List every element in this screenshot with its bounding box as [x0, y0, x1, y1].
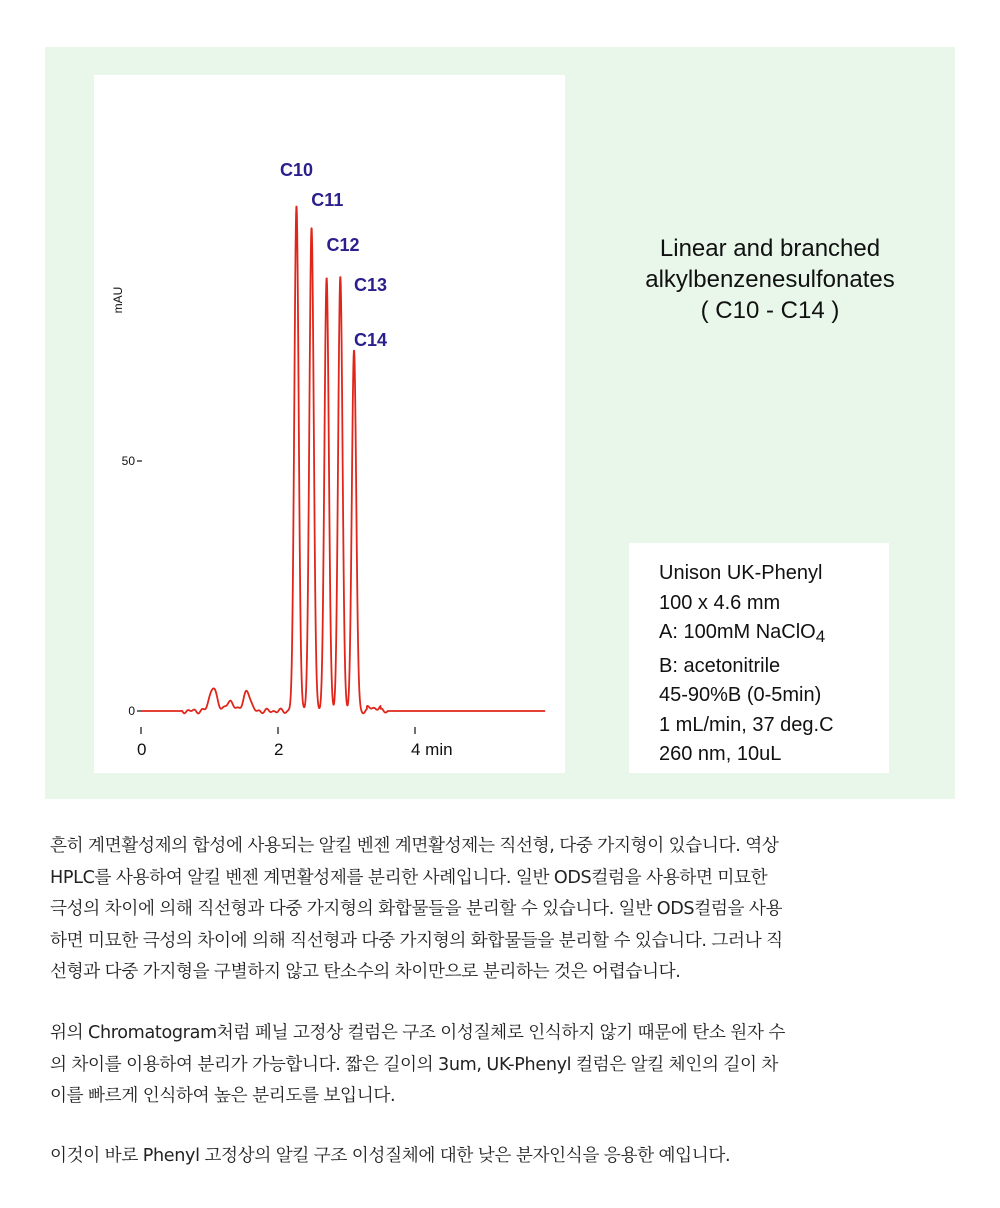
condition-subscript: 4	[815, 627, 826, 646]
paragraph-line: 이것이 바로 Phenyl 고정상의 알킬 구조 이성질체에 대한 낮은 분자인식을 응용한 예입니다.	[50, 1146, 731, 1166]
peak-label-c12: C12	[326, 235, 360, 255]
paragraph-line: HPLC를 사용하여 알킬 벤젠 계면활성제를 분리한 사례입니다. 일반 ODS컬럼을 사용하면 미묘한	[50, 867, 768, 888]
paragraph-2	[50, 1018, 970, 1113]
condition-gradient: 45-90%B (0-5min)	[659, 684, 822, 706]
paragraph-3	[50, 1141, 970, 1173]
chromatogram-svg	[94, 75, 565, 773]
paragraph-line: 하면 미묘한 극성의 차이에 의해 직선형과 다중 가지형의 화합물들을 분리할 수 있습니다. 그러나 직	[50, 930, 783, 951]
paragraph-1	[50, 831, 970, 989]
condition-flow-temp: 1 mL/min, 37 deg.C	[659, 713, 834, 736]
condition-dimensions: 100 x 4.6 mm	[659, 591, 781, 614]
condition-column: Unison UK-Phenyl	[659, 562, 823, 584]
condition-detection: 260 nm, 10uL	[659, 743, 782, 765]
chart-title-line: Linear and branched	[659, 235, 881, 262]
x-tick-label: 0	[137, 740, 147, 759]
paragraph-line: 흔히 계면활성제의 합성에 사용되는 알킬 벤젠 계면활성제는 직선형, 다중 가지형이 있습니다. 역상	[50, 836, 779, 856]
x-axis-ticks	[137, 727, 453, 759]
peak-label-c11: C11	[311, 190, 344, 210]
y-tick-label: 50	[121, 454, 135, 468]
peak-label-c14: C14	[353, 330, 387, 350]
peak-label-c10: C10	[279, 160, 314, 180]
chart-title-line: ( C10 - C14 )	[700, 297, 840, 324]
y-axis-label: mAU	[111, 286, 125, 314]
chart-title	[605, 233, 935, 326]
paragraph-line: 의 차이를 이용하여 분리가 가능합니다. 짧은 길이의 3um, UK-Phenyl 컬럼은 알킬 체인의 길이 차	[50, 1054, 779, 1075]
condition-mobile-phase-a-text: A: 100mM NaClO	[659, 621, 816, 643]
x-tick-label: 2	[274, 740, 284, 759]
y-axis-ticks	[122, 454, 142, 718]
chromatogram-trace	[141, 206, 545, 713]
paragraph-line: 선형과 다중 가지형을 구별하지 않고 탄소수의 차이만으로 분리하는 것은 어렵습니다.	[50, 962, 681, 982]
conditions-box	[629, 543, 889, 773]
figure-panel	[45, 47, 955, 799]
x-tick-label: 4 min	[411, 740, 453, 759]
chromatogram-chart	[94, 75, 565, 773]
condition-mobile-phase-a	[659, 618, 889, 652]
paragraph-line: 극성의 차이에 의해 직선형과 다중 가지형의 화합물들을 분리할 수 있습니다. 일반 ODS컬럼을 사용	[50, 899, 783, 919]
y-tick-label: 0	[128, 704, 135, 718]
condition-mobile-phase-b: B: acetonitrile	[659, 654, 781, 677]
paragraph-line: 위의 Chromatogram처럼 페닐 고정상 컬럼은 구조 이성질체로 인식하지 않기 때문에 탄소 원자 수	[50, 1023, 785, 1043]
peak-label-c13: C13	[353, 275, 387, 295]
chart-title-line: alkylbenzenesulfonates	[645, 266, 895, 293]
paragraph-line: 이를 빠르게 인식하여 높은 분리도를 보입니다.	[50, 1086, 396, 1106]
